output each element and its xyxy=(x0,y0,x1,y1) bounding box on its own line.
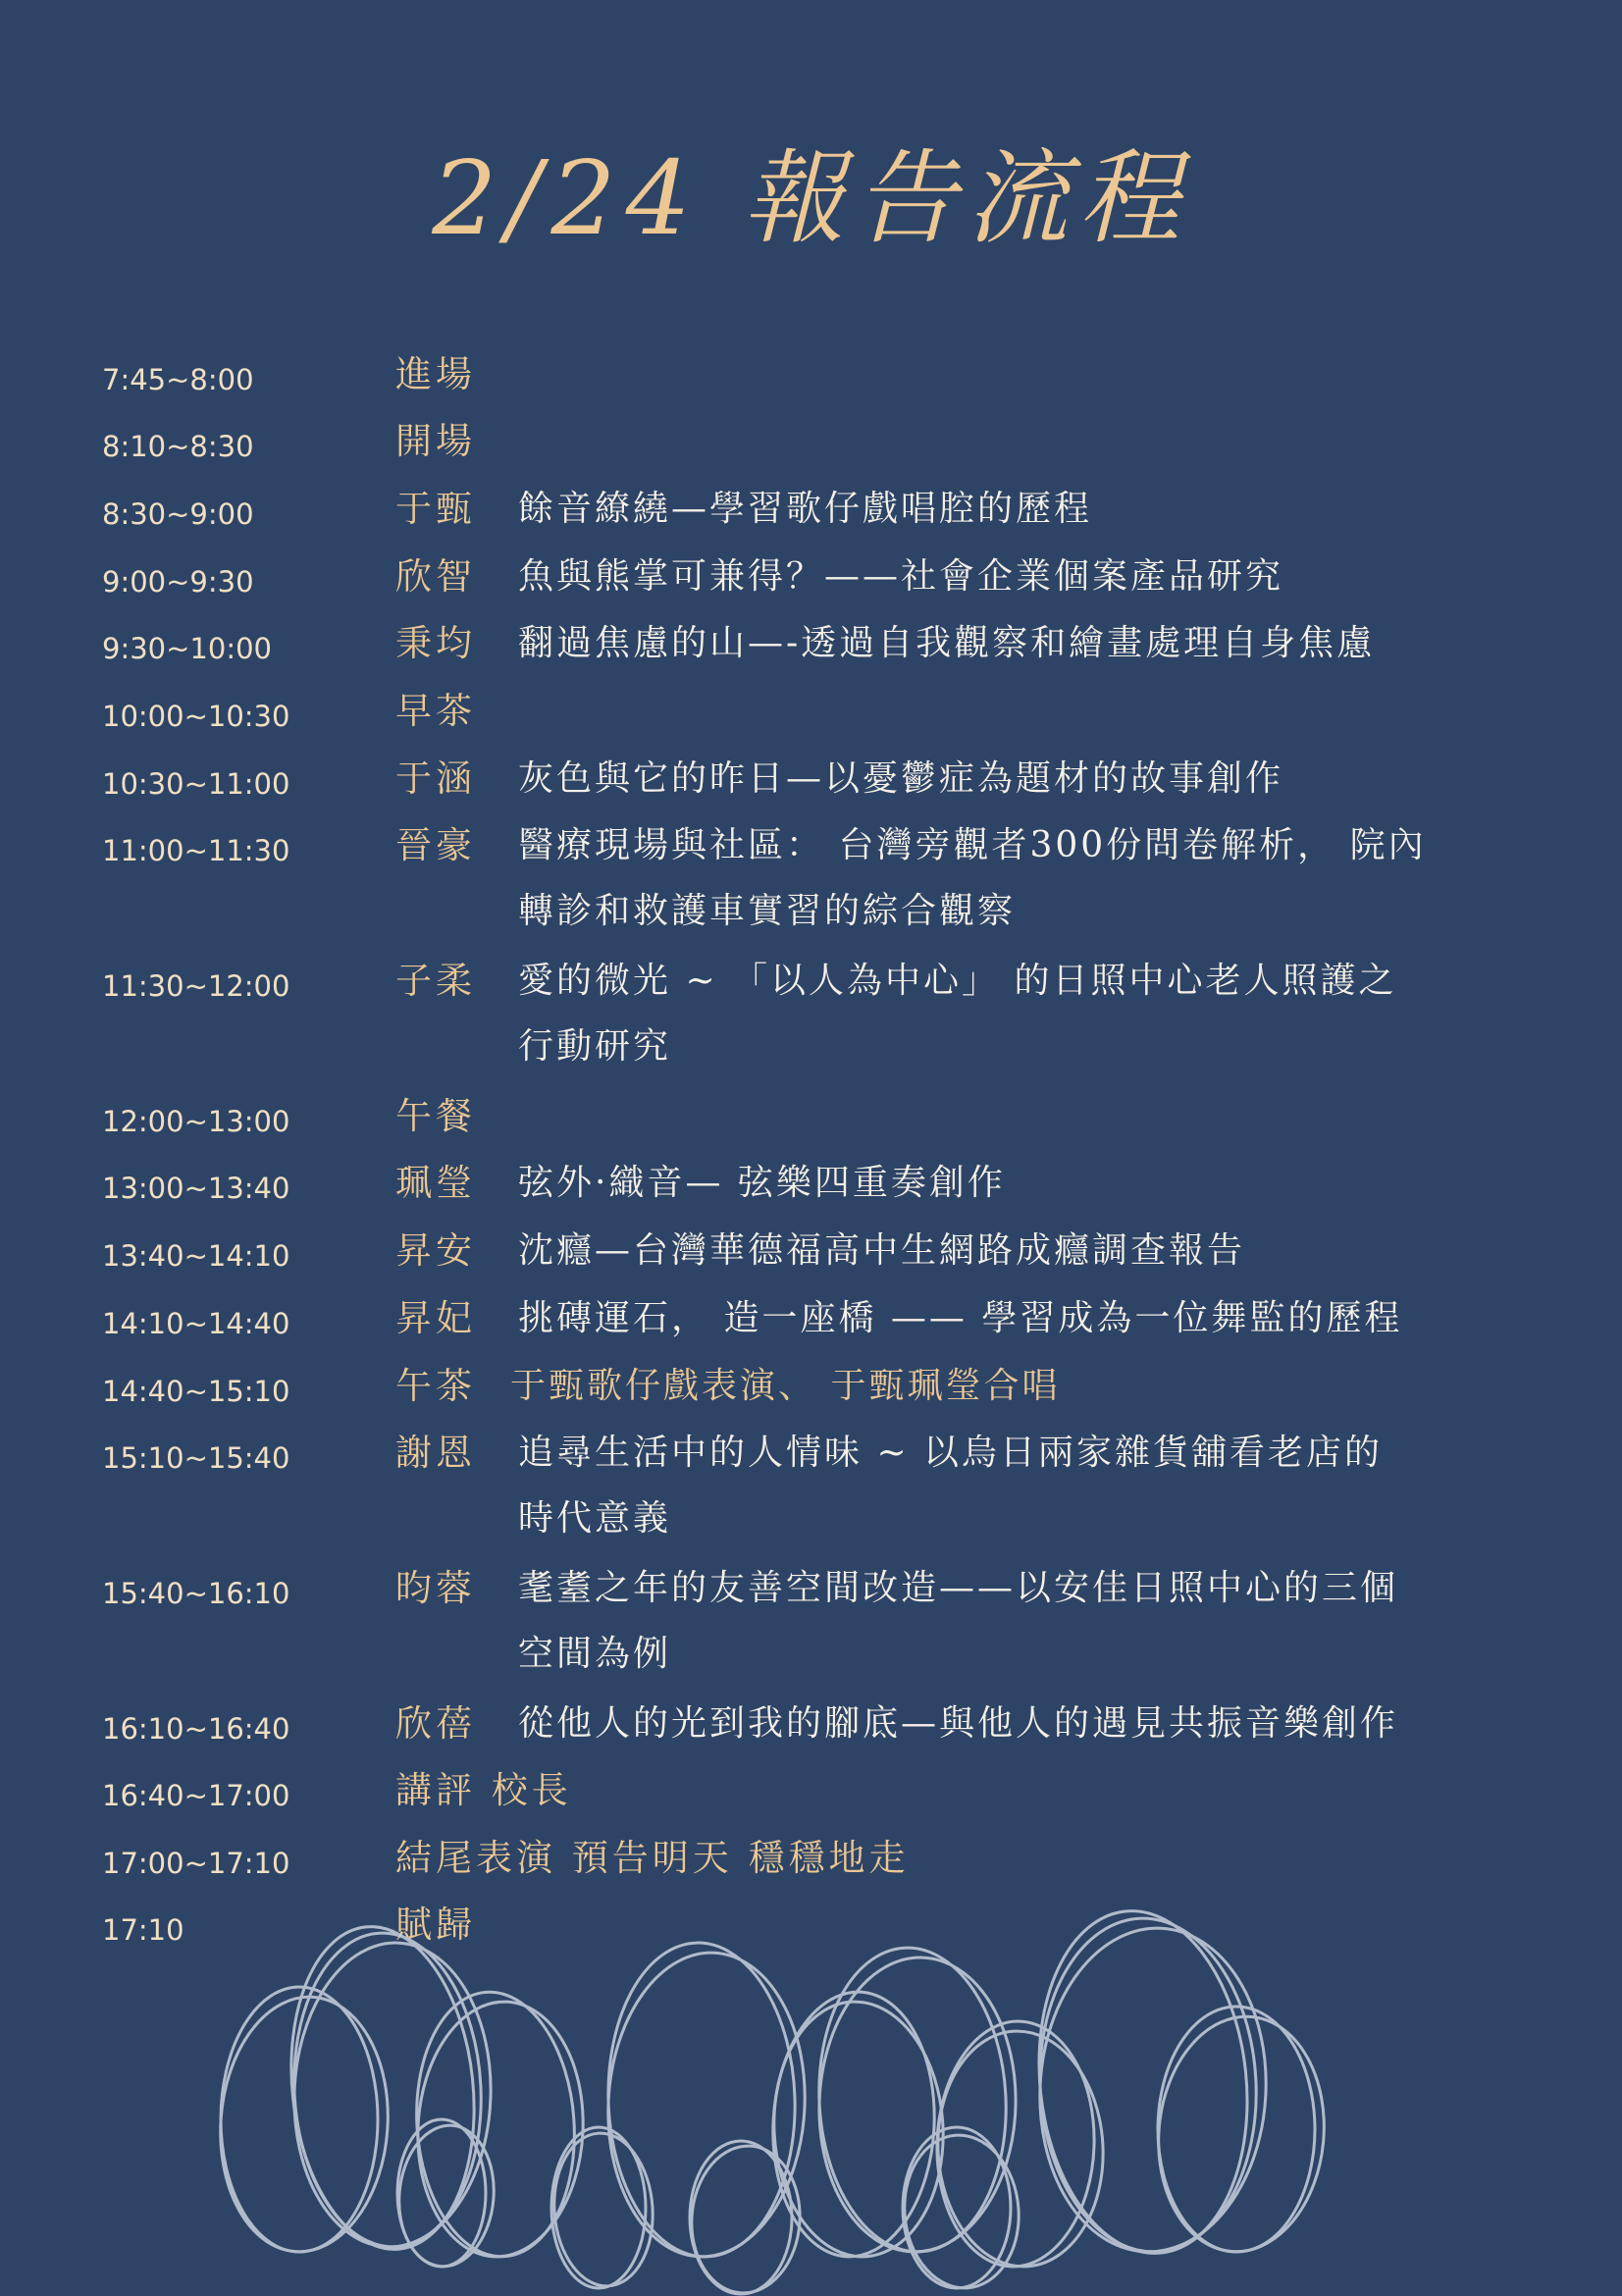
schedule-presenter: 昇妃 xyxy=(395,1297,476,1339)
schedule-presenter: 晉豪 xyxy=(395,824,476,866)
schedule-topic xyxy=(518,960,1397,1068)
schedule-presenter: 午餐 xyxy=(395,1095,476,1137)
schedule-time: 16:40~17:00 xyxy=(102,1779,290,1812)
schedule-time: 14:10~14:40 xyxy=(102,1307,290,1340)
schedule-time: 7:45~8:00 xyxy=(102,363,254,396)
schedule-presenter: 講評 校長 xyxy=(395,1769,572,1811)
schedule-topic-line: 沈癮—台灣華德福高中生網路成癮調查報告 xyxy=(518,1230,1246,1271)
schedule-presenter: 結尾表演 預告明天 穩穩地走 xyxy=(395,1837,910,1879)
schedule-topic xyxy=(518,622,1375,664)
page-title: 2/24 報告流程 xyxy=(432,138,1190,258)
schedule-time: 9:00~9:30 xyxy=(102,565,254,599)
schedule-topic xyxy=(518,1229,1245,1272)
schedule-presenter: 賦歸 xyxy=(395,1904,476,1946)
schedule-topic xyxy=(518,824,1427,932)
schedule-topic-line: 灰色與它的昨日—以憂鬱症為題材的故事創作 xyxy=(518,758,1284,799)
schedule-presenter: 昀蓉 xyxy=(395,1567,476,1609)
schedule-time: 11:30~12:00 xyxy=(102,969,290,1003)
schedule-time: 14:40~15:10 xyxy=(102,1375,290,1408)
schedule-topic xyxy=(518,757,1283,800)
schedule-topic-line: 追尋生活中的人情味 ~ 以烏日兩家雜貨舖看老店的 xyxy=(518,1433,1384,1473)
schedule-time: 10:30~11:00 xyxy=(102,767,290,801)
schedule-presenter: 欣智 xyxy=(395,555,476,598)
schedule-presenter: 子柔 xyxy=(395,960,476,1002)
schedule-presenter: 開場 xyxy=(395,420,476,462)
schedule-time: 17:10 xyxy=(102,1913,184,1947)
schedule-topic-line: 餘音繚繞—學習歌仔戲唱腔的歷程 xyxy=(518,489,1093,529)
schedule-time: 11:00~11:30 xyxy=(102,834,290,867)
schedule-presenter: 早茶 xyxy=(395,690,476,732)
schedule-topic-line: 行動研究 xyxy=(518,1026,672,1068)
schedule-time: 16:10~16:40 xyxy=(102,1712,290,1746)
schedule-topic xyxy=(518,1432,1383,1539)
schedule-topic xyxy=(518,1567,1398,1675)
schedule-presenter: 珮瑩 xyxy=(395,1162,476,1204)
schedule-topic xyxy=(518,1297,1402,1339)
schedule-topic-line: 魚與熊掌可兼得？——社會企業個案產品研究 xyxy=(518,556,1284,597)
schedule-topic-line: 挑磚運石， 造一座橋 —— 學習成為一位舞監的歷程 xyxy=(518,1298,1403,1338)
schedule-presenter: 進場 xyxy=(395,353,476,395)
schedule-time: 8:30~9:00 xyxy=(102,497,254,531)
schedule-presenter: 昇安 xyxy=(395,1229,476,1272)
schedule-time: 9:30~10:00 xyxy=(102,632,272,665)
schedule-time: 13:00~13:40 xyxy=(102,1172,290,1205)
schedule-presenter: 于涵 xyxy=(395,757,476,800)
schedule-time: 12:00~13:00 xyxy=(102,1105,290,1138)
schedule-topic-line: 翻過焦慮的山—-透過自我觀察和繪畫處理自身焦慮 xyxy=(518,623,1376,663)
schedule-time: 15:40~16:10 xyxy=(102,1577,290,1610)
schedule-presenter: 于甄 xyxy=(395,488,476,530)
schedule-topic-line: 從他人的光到我的腳底—與他人的遇見共振音樂創作 xyxy=(518,1703,1399,1744)
schedule-topic-line: 醫療現場與社區： 台灣旁觀者300份問卷解析， 院內 xyxy=(518,825,1427,865)
schedule-time: 15:10~15:40 xyxy=(102,1441,290,1475)
schedule-time: 13:40~14:10 xyxy=(102,1239,290,1273)
schedule-topic-line: 耄耋之年的友善空間改造——以安佳日照中心的三個 xyxy=(518,1568,1399,1608)
schedule-topic xyxy=(518,1702,1398,1745)
schedule-presenter: 謝恩 xyxy=(395,1432,476,1474)
schedule-note: 于甄歌仔戲表演、 于甄珮瑩合唱 xyxy=(510,1366,1061,1406)
schedule-time: 8:10~8:30 xyxy=(102,430,254,463)
schedule-topic-line: 轉診和救護車實習的綜合觀察 xyxy=(518,891,1017,932)
schedule-time: 17:00~17:10 xyxy=(102,1847,290,1880)
schedule-topic-line: 愛的微光 ~ 「以人為中心」 的日照中心老人照護之 xyxy=(518,961,1397,1001)
schedule-topic xyxy=(518,1162,1006,1204)
schedule-time: 10:00~10:30 xyxy=(102,700,290,733)
schedule-topic-line: 時代意義 xyxy=(518,1498,672,1539)
schedule-presenter: 欣蓓 xyxy=(395,1702,476,1745)
schedule-presenter: 午茶 xyxy=(395,1365,476,1407)
schedule-topic-line: 空間為例 xyxy=(518,1634,672,1675)
schedule-topic xyxy=(518,555,1283,598)
schedule-presenter: 秉均 xyxy=(395,622,476,664)
schedule-topic xyxy=(518,488,1092,530)
schedule-topic-line: 弦外·織音— 弦樂四重奏創作 xyxy=(518,1163,1006,1203)
